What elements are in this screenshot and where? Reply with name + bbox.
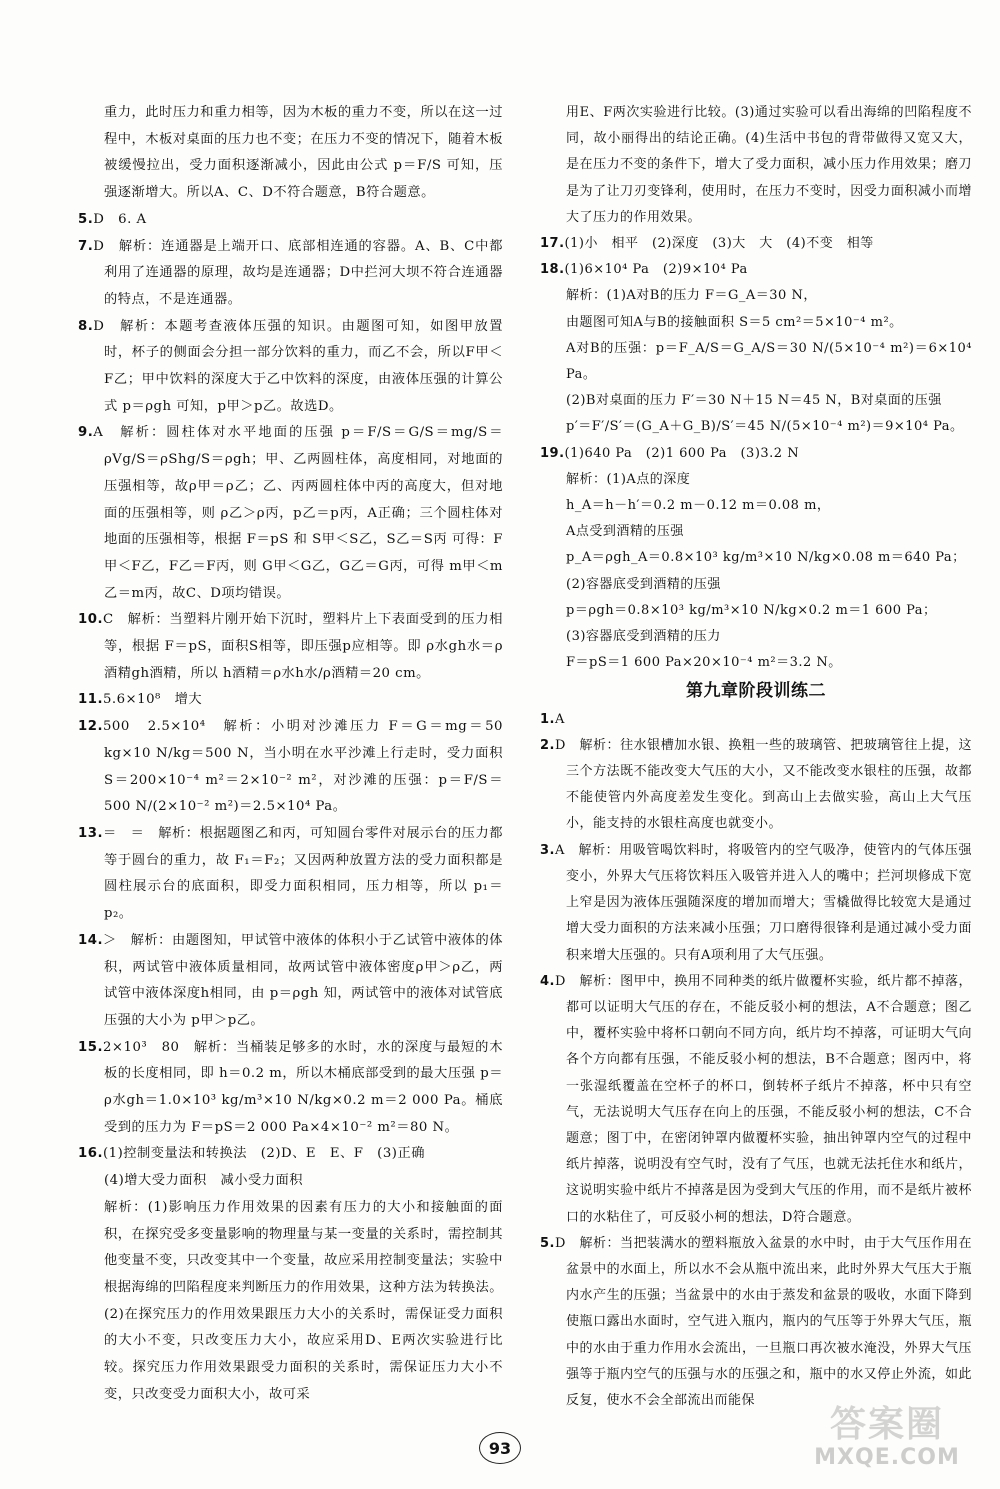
answer-text: (1)6×10⁴ Pa (2)9×10⁴ Pa: [564, 262, 748, 278]
question-number: 18.: [540, 262, 565, 278]
page-number: [479, 1432, 521, 1464]
answer-item: [540, 1231, 972, 1414]
question-number: 5.: [78, 211, 94, 227]
question-number: 3.: [540, 842, 555, 858]
answer-paragraph: [540, 545, 972, 571]
question-number: 11.: [78, 692, 103, 708]
left-column: [78, 100, 503, 1408]
answer-text: p＝ρgh＝0.8×10³ kg/m³×10 N/kg×0.2 m＝1 600 Pa；: [566, 602, 937, 618]
answer-paragraph: [540, 519, 972, 545]
answer-text: (3)容器底受到酒精的压力: [566, 629, 721, 645]
question-number: 1.: [540, 711, 555, 727]
answer-paragraph: [540, 650, 972, 676]
answer-text: D 解析：图甲中，换用不同种类的纸片做覆杯实验，纸片都不掉落，都可以证明大气压的存在，不能反驳小柯的想法，A不合题意；图乙中，覆杯实验中将杯口朝向不同方向，纸片均不掉落，可证明大气向各个方向都有压强，不能反驳小柯的想法，B不合题意；图丙中，将一张湿纸覆盖在空杯子的杯口，倒转杯子纸片不掉落，杯中只有空气，无法说明大气压存在向上的压强，不能反驳小柯的想法，C不合题意；图丁中，在密闭钟罩内做覆杯实验，抽出钟罩内空气的过程中纸片掉落，说明没有空气时，没有了气压，也就无法托住水和纸片，这说明实验中纸片不掉落是因为受到大气压的作用，而不是纸片被杯口的水粘住了，可反驳小柯的想法，D符合题意。: [554, 973, 972, 1225]
answer-text: 由题图可知A与B的接触面积 S＝5 cm²＝5×10⁻⁴ m²。: [566, 314, 903, 330]
answer-item: [540, 838, 972, 969]
answer-paragraph: [540, 414, 972, 440]
answer-paragraph: [540, 336, 972, 388]
answer-item: [78, 234, 503, 314]
answer-item: [540, 441, 972, 467]
question-number: 9.: [78, 425, 94, 441]
answer-item: [540, 733, 972, 838]
answer-text: (2)容器底受到酒精的压强: [566, 576, 721, 592]
answer-text: (1)控制变量法和转换法 (2)D、E E、F (3)正确: [102, 1146, 425, 1162]
answer-text: p′＝F′/S′＝(G_A＋G_B)/S′＝45 N/(5×10⁻⁴ m²)＝9×10⁴ Pa。: [566, 419, 964, 435]
answer-item: [78, 1141, 503, 1168]
answer-text: (1)640 Pa (2)1 600 Pa (3)3.2 N: [564, 445, 800, 461]
answer-paragraph: [540, 388, 972, 414]
answer-item: [78, 821, 503, 928]
answer-text: A 解析：用吸管喝饮料时，将吸管内的空气吸净，使管内的气体压强变小，外界大气压将饮料压入吸管并进入人的嘴中；拦河坝修成下宽上窄是因为液体压强随深度的增加而增大；雪橇做得比较宽大是通过增大受力面积的方法来减小压强；刀口磨得很锋利是通过减小受力面积来增大压强的。只有A项利用了大气压强。: [554, 842, 972, 963]
answer-text: D 解析：连通器是上端开口、底部相连通的容器。A、B、C中都利用了连通器的原理，故均是连通器；D中拦河大坝不符合连通器的特点，不是连通器。: [93, 238, 503, 307]
answer-text: 解析：(1)影响压力作用效果的因素有压力的大小和接触面的面积，在探究受多变量影响的物理量与某一变量的关系时，需控制其他变量不变，只改变其中一个变量，故应采用控制变量法；实验中根据海绵的凹陷程度来判断压力的作用效果，这种方法为转换法。(2)在探究压力的作用效果跟压力大小的关系时，需保证受力面积的大小不变，只改变压力大小，故应采用D、E两次实验进行比较。探究压力作用效果跟受力面积的关系时，需保证压力大小不变，只改变受力面积大小，故可采: [104, 1199, 503, 1402]
answer-text: 500 2.5×10⁴ 解析：小明对沙滩压力 F＝G＝mg＝50 kg×10 N/kg＝500 N，当小明在水平沙滩上行走时，受力面积 S＝200×10⁻⁴ m²＝2×10⁻² m²，对沙滩的压强：p＝F/S＝500 N/(2×10⁻² m²)＝2.5×10⁴ Pa。: [102, 719, 503, 815]
page-number-text: 93: [488, 1438, 512, 1458]
answer-item: [78, 714, 503, 821]
answer-item: [78, 207, 503, 234]
answer-text: 解析：(1)A对B的压力 F＝G_A＝30 N，: [566, 288, 817, 304]
answer-paragraph: [540, 283, 972, 309]
answer-item: [78, 420, 503, 607]
answer-text: A点受到酒精的压强: [566, 524, 684, 540]
answer-paragraph: [78, 100, 503, 207]
question-number: 17.: [540, 236, 565, 252]
answer-item: [540, 707, 972, 733]
answer-text: ＝ ＝ 解析：根据题图乙和丙，可知圆台零件对展示台的压力都等于圆台的重力，故 F₁＝F₂；又因两种放置方法的受力面积都是圆柱展示台的底面积，即受力面积相同，压力相等，所以 p₁＝p₂。: [102, 825, 503, 922]
watermark-text: 答案圈: [829, 1404, 944, 1445]
answer-item: [540, 969, 972, 1231]
question-number: 7.: [78, 238, 94, 254]
answer-text: A: [554, 711, 565, 727]
question-number: 16.: [78, 1146, 103, 1162]
right-column: [540, 100, 972, 1414]
question-number: 2.: [540, 737, 555, 753]
answer-text: (4)增大受力面积 减小受力面积: [104, 1173, 304, 1189]
question-number: 8.: [78, 318, 94, 334]
answer-text: A对B的压强：p＝F_A/S＝G_A/S＝30 N/(5×10⁻⁴ m²)＝6×10⁴ Pa。: [566, 340, 972, 383]
answer-paragraph: [78, 1168, 503, 1195]
answer-paragraph: [540, 100, 972, 231]
question-number: 19.: [540, 445, 565, 461]
answer-item: [78, 1035, 503, 1142]
watermark-url: MXQE.COM: [814, 1445, 960, 1470]
answer-text: 5.6×10⁸ 增大: [102, 692, 203, 708]
question-number: 14.: [78, 932, 103, 948]
answer-text: ＞ 解析：由题图知，甲试管中液体的体积小于乙试管中液体的体积，两试管中液体质量相同，故两试管中液体密度ρ甲＞ρ乙，两试管中液体深度h相同，由 p＝ρgh 知，两试管中的液体对试管底压强的大小为 p甲＞p乙。: [102, 932, 503, 1028]
watermark-logo: [792, 1405, 982, 1475]
question-number: 5.: [540, 1235, 555, 1251]
answer-text: A 解析：圆柱体对水平地面的压强 p＝F/S＝G/S＝mg/S＝ρVg/S＝ρShg/S＝ρgh；甲、乙两圆柱体，高度相同，对地面的压强相等，故ρ甲＝ρ乙；乙、丙两圆柱体中丙的高度大，但对地面的压强相等，则 ρ乙＞ρ丙，p乙＝p丙，A正确；三个圆柱体对地面的压强相等，根据 F＝pS 和 S甲＜S乙，S乙＝S丙 可得：F甲＜F乙，F乙＝F丙，则 G甲＜G乙，G乙＝G丙，可得 m甲＜m乙＝m丙，故C、D项均错误。: [93, 425, 503, 601]
answer-text: 2×10³ 80 解析：当桶装足够多的水时，水的深度与最短的木板的长度相同，即 h＝0.2 m，所以木桶底部受到的最大压强 p＝ρ水gh＝1.0×10³ kg/m³×10 N/kg×0.2 m＝2 000 Pa。桶底受到的压力为 F＝pS＝2 000 Pa×4×10⁻² m²＝80 N。: [102, 1039, 503, 1135]
question-number: 12.: [78, 719, 103, 735]
question-number: 10.: [78, 612, 103, 628]
answer-item: [540, 231, 972, 257]
answer-text: D 6. A: [93, 211, 147, 227]
answer-item: [78, 314, 503, 421]
section-title: 第九章阶段训练二: [686, 681, 826, 702]
answer-item: [78, 687, 503, 714]
answer-paragraph: [540, 493, 972, 519]
answer-paragraph: [540, 467, 972, 493]
answer-item: [78, 607, 503, 687]
answer-text: D 解析：本题考查液体压强的知识。由题图可知，如图甲放置时，杯子的侧面会分担一部分饮料的重力，而乙不会，所以F甲＜F乙；甲中饮料的深度大于乙中饮料的深度，由液体压强的计算公式 p＝ρgh 可知，p甲＞p乙。故选D。: [93, 318, 503, 414]
question-number: 13.: [78, 825, 103, 841]
answer-paragraph: [540, 572, 972, 598]
answer-text: h_A＝h－h′＝0.2 m－0.12 m＝0.08 m，: [566, 498, 831, 514]
question-number: 4.: [540, 973, 555, 989]
answer-paragraph: [540, 310, 972, 336]
answer-text: 解析：(1)A点的深度: [566, 471, 691, 487]
question-number: 15.: [78, 1039, 103, 1055]
answer-text: p_A＝ρgh_A＝0.8×10³ kg/m³×10 N/kg×0.08 m＝640 Pa；: [566, 550, 966, 566]
answer-paragraph: [540, 598, 972, 624]
answer-paragraph: [540, 624, 972, 650]
answer-text: 重力，此时压力和重力相等，因为木板的重力不变，所以在这一过程中，木板对桌面的压力也不变；在压力不变的情况下，随着木板被缓慢拉出，受力面积逐渐减小，因此由公式 p＝F/S 可知，压强逐渐增大。所以A、C、D不符合题意，B符合题意。: [104, 105, 503, 201]
answer-text: F＝pS＝1 600 Pa×20×10⁻⁴ m²＝3.2 N。: [566, 655, 842, 671]
answer-text: C 解析：当塑料片刚开始下沉时，塑料片上下表面受到的压力相等，根据 F＝pS，面积S相等，即压强p应相等。即 ρ水gh水＝ρ酒精gh酒精，所以 h酒精＝ρ水h水/ρ酒精＝20 cm。: [102, 612, 503, 681]
answer-paragraph: [78, 1195, 503, 1409]
answer-text: D 解析：往水银槽加水银、换粗一些的玻璃管、把玻璃管往上提，这三个方法既不能改变大气压的大小，又不能改变水银柱的压强，故都不能使管内外高度差发生变化。到高山上去做实验，高山上大气压小，能支持的水银柱高度也就变小。: [554, 737, 972, 832]
answer-item: [78, 928, 503, 1035]
answer-item: [540, 257, 972, 283]
answer-text: 用E、F两次实验进行比较。(3)通过实验可以看出海绵的凹陷程度不同，故小丽得出的结论正确。(4)生活中书包的背带做得又宽又大，是在压力不变的条件下，增大了受力面积，减小压力作用效果；磨刀是为了让刀刃变锋利，使用时，在压力不变时，因受力面积减小而增大了压力的作用效果。: [566, 105, 972, 225]
answer-text: (1)小 相平 (2)深度 (3)大 大 (4)不变 相等: [564, 236, 874, 252]
answer-text: (2)B对桌面的压力 F′＝30 N＋15 N＝45 N，B对桌面的压强: [566, 393, 942, 409]
answer-text: D 解析：当把装满水的塑料瓶放入盆景的水中时，由于大气压作用在盆景中的水面上，所以水不会从瓶中流出来，此时外界大气压大于瓶内水产生的压强；当盆景中的水由于蒸发和盆景的吸收，水面下降到使瓶口露出水面时，空气进入瓶内，瓶内的气压等于外界大气压，瓶中的水由于重力作用水会流出，一旦瓶口再次被水淹没，外界大气压强等于瓶内空气的压强与水的压强之和，瓶中的水又停止外流，如此反复，使水不会全部流出而能保: [554, 1235, 972, 1408]
